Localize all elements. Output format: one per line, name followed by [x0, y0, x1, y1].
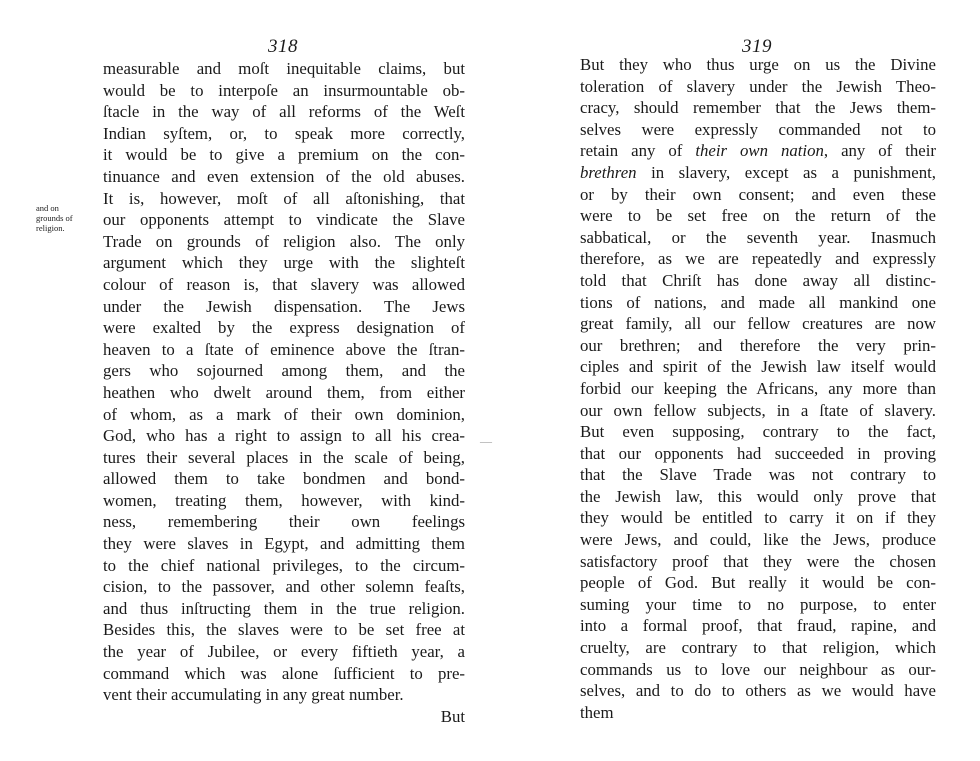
text-line: brethren in slavery, except as a punishment, [580, 162, 936, 182]
page-number-right: 319 [742, 36, 772, 57]
text-line: of whom, as a mark of their own dominion, [103, 404, 465, 424]
left-body-text [103, 58, 465, 727]
text-line: toleration of slavery under the Jewish Theo- [580, 76, 936, 96]
text-line: tures their several places in the scale of being, [103, 447, 465, 467]
text-line: retain any of their own nation, any of their [580, 141, 936, 161]
text-line: therefore, as we are repeatedly and expressly [580, 249, 936, 269]
gutter-mark: — [480, 434, 492, 448]
text-line: the year of Jubilee, or every fiftieth year, a [103, 642, 465, 662]
text-line: cruelty, are contrary to that religion, which [580, 638, 936, 658]
text-line: into a formal proof, that fraud, rapine, and [580, 616, 936, 636]
text-line: our opponents attempt to vindicate the Slave [103, 210, 465, 230]
text-line: tinuance and even extension of the old abuses. [103, 166, 465, 186]
text-line: them [580, 702, 614, 722]
margin-note-line: religion. [36, 223, 65, 233]
text-line: gers who sojourned among them, and the [103, 361, 465, 381]
text-line: selves, and to do to others as we would have [580, 681, 936, 701]
page-number-left: 318 [268, 36, 298, 57]
text-line: our brethren; and therefore the very prin- [580, 335, 936, 355]
text-line: ciples and spirit of the Jewish law itself would [580, 357, 936, 377]
text-line: ness, remembering their own feelings [103, 512, 465, 532]
text-line: people of God. But really it would be con- [580, 573, 936, 593]
text-line: But even supposing, contrary to the fact, [580, 422, 936, 442]
text-line: suming your time to no purpose, to enter [580, 594, 936, 614]
text-line: it would be to give a premium on the con- [103, 145, 465, 165]
text-line: they were slaves in Egypt, and admitting them [103, 534, 465, 554]
text-line: Besides this, the slaves were to be set free at [103, 620, 465, 640]
text-line: told that Chriſt has done away all distinc- [580, 270, 936, 290]
text-line: ſtacle in the way of all reforms of the Weſt [103, 102, 465, 122]
text-line: to the chief national privileges, to the circum- [103, 555, 465, 575]
text-line: colour of reason is, that slavery was allowed [103, 274, 465, 294]
text-line: heaven to a ſtate of eminence above the ſtran- [103, 339, 465, 359]
text-line: they would be entitled to carry it on if they [580, 508, 936, 528]
text-line: tions of nations, and made all mankind one [580, 292, 936, 312]
text-line: Indian syſtem, or, to speak more correctly, [103, 123, 465, 143]
text-line: satisfactory proof that they were the chosen [580, 551, 936, 571]
text-line: vent their accumulating in any great number. [103, 685, 404, 705]
text-line: argument which they urge with the slighteſt [103, 253, 465, 273]
margin-note-line: grounds of [36, 213, 73, 223]
text-line: command which was alone ſufficient to pre- [103, 663, 465, 683]
margin-note-line: and on [36, 203, 59, 213]
catchword: But [440, 706, 465, 726]
text-line: women, treating them, however, with kind- [103, 490, 465, 510]
text-line: cracy, should remember that the Jews them- [580, 98, 936, 118]
text-line: and thus inſtructing them in the true religion. [103, 598, 465, 618]
text-line: or by their own consent; and even these [580, 184, 936, 204]
text-line: cision, to the passover, and other solemn feaſts, [103, 577, 465, 597]
text-line: measurable and moſt inequitable claims, but [103, 59, 465, 78]
text-line: would be to interpoſe an insurmountable ob- [103, 80, 465, 100]
text-line: God, who has a right to assign to all his crea- [103, 426, 465, 446]
text-line: were to be set free on the return of the [580, 206, 936, 226]
text-line: But they who thus urge on us the Divine [580, 55, 936, 74]
text-line: heathen who dwelt around them, from either [103, 382, 465, 402]
text-line: that our opponents had succeeded in proving [580, 443, 936, 463]
text-line: Trade on grounds of religion also. The only [103, 231, 465, 251]
text-line: selves were expressly commanded not to [580, 119, 936, 139]
text-line: our own fellow subjects, in a ſtate of slavery. [580, 400, 936, 420]
text-line: under the Jewish dispensation. The Jews [103, 296, 465, 316]
text-line: the Jewish law, this would only prove that [580, 486, 936, 506]
text-line: commands us to love our neighbour as our- [580, 659, 936, 679]
text-line: allowed them to take bondmen and bond- [103, 469, 465, 489]
text-line: that the Slave Trade was not contrary to [580, 465, 936, 485]
margin-note [36, 203, 94, 233]
text-line: sabbatical, or the seventh year. Inasmuch [580, 227, 936, 247]
text-line: were Jews, and could, like the Jews, produce [580, 530, 936, 550]
text-line: great family, all our fellow creatures are now [580, 314, 936, 334]
text-line: were exalted by the express designation of [103, 318, 465, 338]
text-line: forbid our keeping the Africans, any more than [580, 378, 936, 398]
right-body-text [580, 54, 936, 723]
right-page [490, 0, 980, 761]
text-line: It is, however, moſt of all aſtonishing, that [103, 188, 465, 208]
